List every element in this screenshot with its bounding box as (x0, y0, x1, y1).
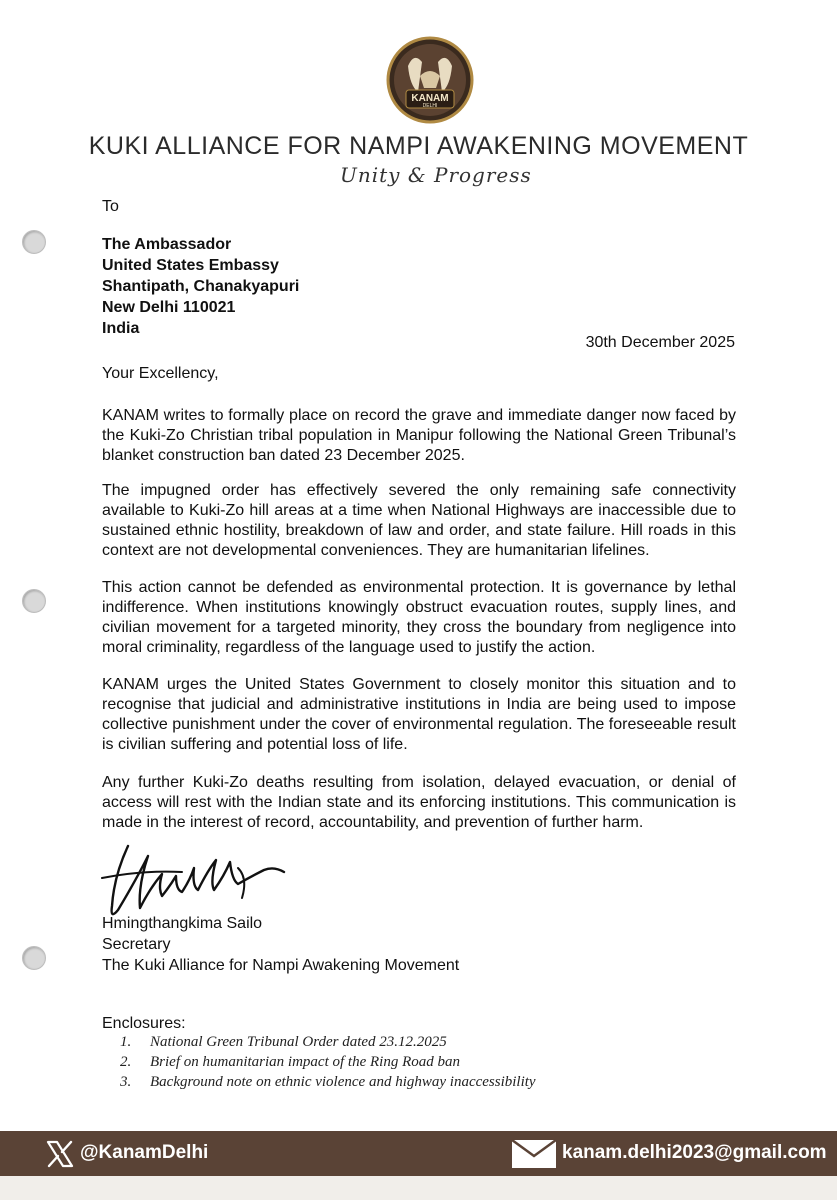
enclosure-item: 2. Brief on humanitarian impact of the Ring Road ban (120, 1054, 460, 1070)
letter-date: 30th December 2025 (585, 334, 735, 351)
signatory-name: Hmingthangkima Sailo (102, 915, 263, 932)
org-title: KUKI ALLIANCE FOR NAMPI AWAKENING MOVEMENT (88, 132, 749, 160)
address-line: The Ambassador (102, 236, 232, 253)
letter-to: To (102, 198, 119, 215)
address-line: New Delhi 110021 (102, 299, 236, 316)
mail-icon (511, 1139, 557, 1169)
body-paragraph: The impugned order has effectively severed the only remaining safe connectivity available to Kuki-Zo hill areas at a time when National Highways are inaccessible due to sustained ethnic hostility, breakdown of law and order, and state failure. Hill roads in this context are not developmental conveniences. They are humanitarian lifelines. (102, 482, 736, 559)
x-handle[interactable]: @KanamDelhi (80, 1142, 209, 1163)
enclosures-label: Enclosures: (102, 1015, 186, 1032)
salutation: Your Excellency, (102, 365, 219, 382)
tagline: Unity & Progress (340, 163, 532, 187)
footer-bar (0, 1131, 837, 1176)
signatory-organization: The Kuki Alliance for Nampi Awakening Movement (102, 957, 460, 974)
address-line: India (102, 320, 140, 337)
signatory-title: Secretary (102, 936, 171, 953)
logo-subtext: DELHI (422, 103, 438, 109)
body-paragraph: Any further Kuki-Zo deaths resulting from isolation, delayed evacuation, or denial of access will rest with the Indian state and its enforcing institutions. This communication is made in the interest of record, accountability, and prevention of further harm. (102, 774, 736, 831)
address-line: Shantipath, Chanakyapuri (102, 278, 300, 295)
logo-text: KANAM (411, 93, 449, 104)
body-paragraph: KANAM urges the United States Government to closely monitor this situation and to recognise that judicial and administrative institutions in India are being used to impose collective punishment under the cover of environmental regulation. The foreseeable result is civilian suffering and potential loss of life. (102, 676, 736, 753)
body-paragraph: This action cannot be defended as environmental protection. It is governance by lethal indifference. When institutions knowingly obstruct evacuation routes, supply lines, and civilian movement for a targeted minority, they cross the boundary from negligence into moral criminality, regardless of the language used to justify the action. (102, 579, 736, 656)
email-address[interactable]: kanam.delhi2023@gmail.com (562, 1142, 827, 1163)
punch-hole-middle (22, 589, 46, 613)
enclosure-item: 1. National Green Tribunal Order dated 23.12.2025 (120, 1034, 447, 1050)
signatory-block (102, 913, 459, 976)
punch-hole-bottom (22, 946, 46, 970)
kanam-logo (386, 36, 474, 124)
footer-strip (0, 1176, 837, 1200)
enclosure-item: 3. Background note on ethnic violence and highway inaccessibility (120, 1074, 536, 1090)
address-line: United States Embassy (102, 257, 279, 274)
x-logo-icon (45, 1139, 75, 1169)
recipient-address (102, 234, 299, 339)
punch-hole-top (22, 230, 46, 254)
enclosures-list (120, 1032, 536, 1092)
body-paragraph: KANAM writes to formally place on record the grave and immediate danger now faced by the Kuki-Zo Christian tribal population in Manipur following the National Green Tribunal’s blanket construction ban dated 23 December 2025. (102, 407, 736, 464)
